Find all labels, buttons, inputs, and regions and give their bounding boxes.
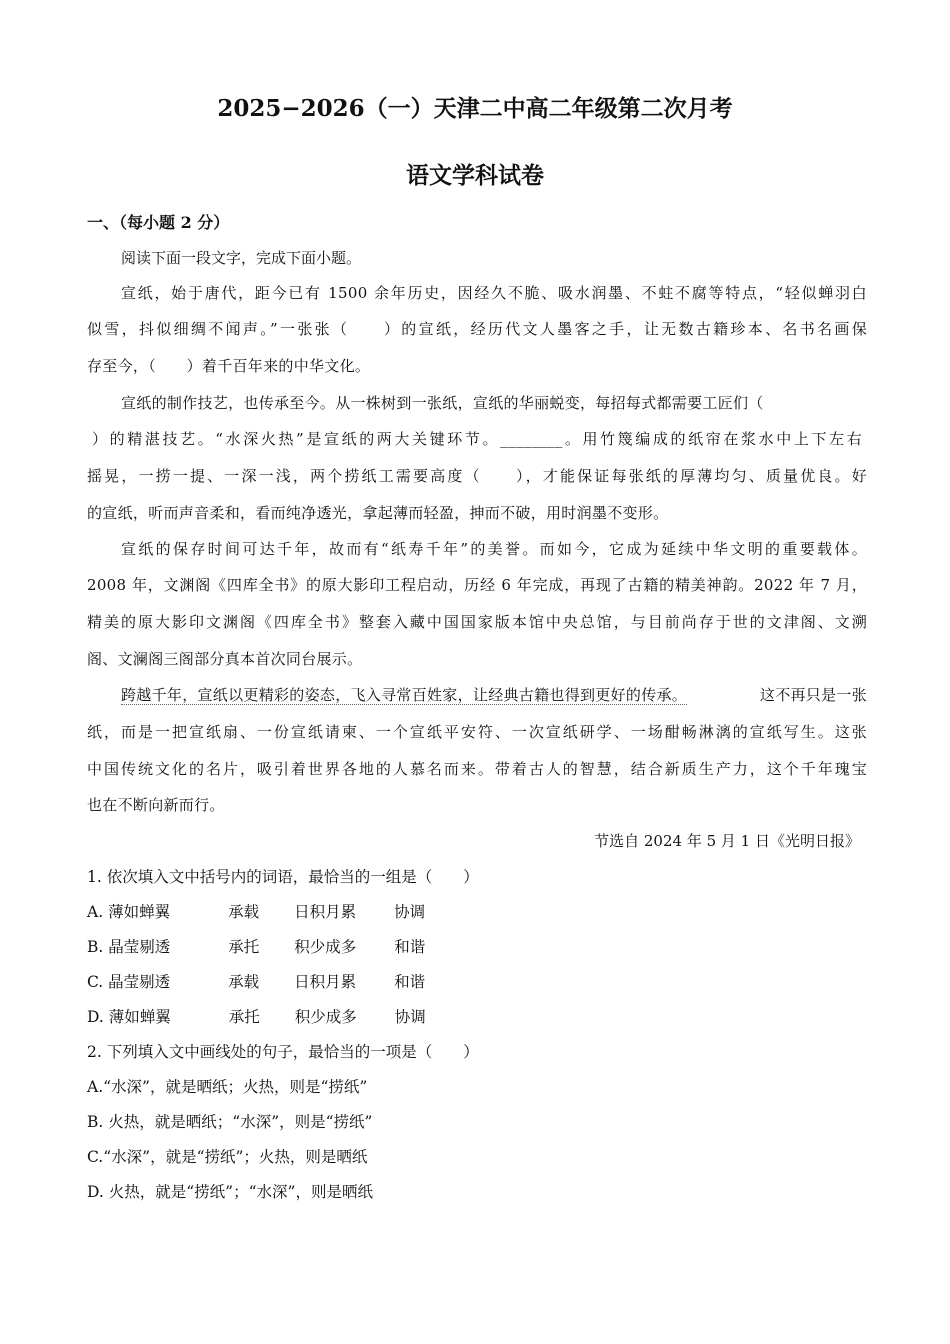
question-2-option-d[interactable]: D. 火热，就是“捞纸”；“水深”，则是晒纸 xyxy=(87,1183,373,1201)
question-2-option-c[interactable]: C.“水深”，就是“捞纸”；火热，则是晒纸 xyxy=(87,1148,368,1166)
question-1-option-c[interactable]: C. 晶莹剔透 承载 日积月累 和谐 xyxy=(87,973,426,991)
question-1-stem: 1. 依次填入文中括号内的词语，最恰当的一组是（ ） xyxy=(87,868,479,886)
passage-line: 宣纸，始于唐代，距今已有 1500 余年历史，因经久不脆、吸水润墨、不蛀不腐等特点，“轻似蝉羽白 xyxy=(121,284,867,302)
passage-line: 宣纸的保存时间可达千年，故而有“纸寿千年”的美誉。而如今，它成为延续中华文明的重要载体。 xyxy=(121,540,867,558)
passage-source: 节选自 2024 年 5 月 1 日《光明日报》 xyxy=(594,832,860,850)
exam-subtitle: 语文学科试卷 xyxy=(406,162,544,189)
question-2-option-a[interactable]: A.“水深”，就是晒纸；火热，则是“捞纸” xyxy=(87,1078,368,1096)
passage-underlined-sentence xyxy=(121,684,751,706)
section-heading: 一、（每小题 2 分） xyxy=(87,213,230,232)
passage-line: 阁、文澜阁三阁部分真本首次同台展示。 xyxy=(87,650,363,668)
question-1-option-d[interactable]: D. 薄如蝉翼 承托 积少成多 协调 xyxy=(87,1008,426,1026)
passage-line: 这不再只是一张 xyxy=(759,686,867,704)
exam-title: 2025−2026（一）天津二中高二年级第二次月考 xyxy=(217,95,733,122)
passage-line: 2008 年，文渊阁《四库全书》的原大影印工程启动，历经 6 年完成，再现了古籍的精美神韵。2022 年 7 月， xyxy=(87,576,867,594)
passage-line: 的宣纸，听而声音柔和，看而纯净透光，拿起薄而轻盈，抻而不破，用时润墨不变形。 xyxy=(87,504,669,522)
passage-line: 宣纸的制作技艺，也传承至今。从一株树到一张纸，宣纸的华丽蜕变，每招每式都需要工匠们（ xyxy=(121,394,764,412)
passage-line: 也在不断向新而行。 xyxy=(87,796,225,814)
question-1-option-a[interactable]: A. 薄如蝉翼 承载 日积月累 协调 xyxy=(87,903,426,921)
question-2-option-b[interactable]: B. 火热，就是晒纸；“水深”，则是“捞纸” xyxy=(87,1113,373,1131)
question-1-option-b[interactable]: B. 晶莹剔透 承托 积少成多 和谐 xyxy=(87,938,426,956)
passage-intro: 阅读下面一段文字，完成下面小题。 xyxy=(121,249,362,267)
underlined-text: 跨越千年，宣纸以更精彩的姿态，飞入寻常百姓家，让经典古籍也得到更好的传承。 xyxy=(121,686,688,704)
passage-line: 精美的原大影印文渊阁《四库全书》整套入藏中国国家版本馆中央总馆，与目前尚存于世的文津阁、文溯 xyxy=(87,613,867,631)
question-2-stem: 2. 下列填入文中画线处的句子，最恰当的一项是（ ） xyxy=(87,1043,479,1061)
passage-line: 存至今，（ ）着千百年来的中华文化。 xyxy=(87,357,371,375)
passage-line: 摇晃，一捞一提、一深一浅，两个捞纸工需要高度（ ），才能保证每张纸的厚薄均匀、质量优良。好 xyxy=(87,467,867,485)
passage-line: 中国传统文化的名片，吸引着世界各地的人慕名而来。带着古人的智慧，结合新质生产力，这个千年瑰宝 xyxy=(87,760,867,778)
passage-line: ）的精湛技艺。“水深火热”是宣纸的两大关键环节。________。用竹篾编成的纸帘在浆水中上下左右 xyxy=(92,430,862,448)
passage-line: 似雪，抖似细绸不闻声。”一张张（ ）的宣纸，经历代文人墨客之手，让无数古籍珍本、名书名画保 xyxy=(87,320,867,338)
passage-line: 纸，而是一把宣纸扇、一份宣纸请柬、一个宣纸平安符、一次宣纸研学、一场酣畅淋漓的宣纸写生。这张 xyxy=(87,723,867,741)
